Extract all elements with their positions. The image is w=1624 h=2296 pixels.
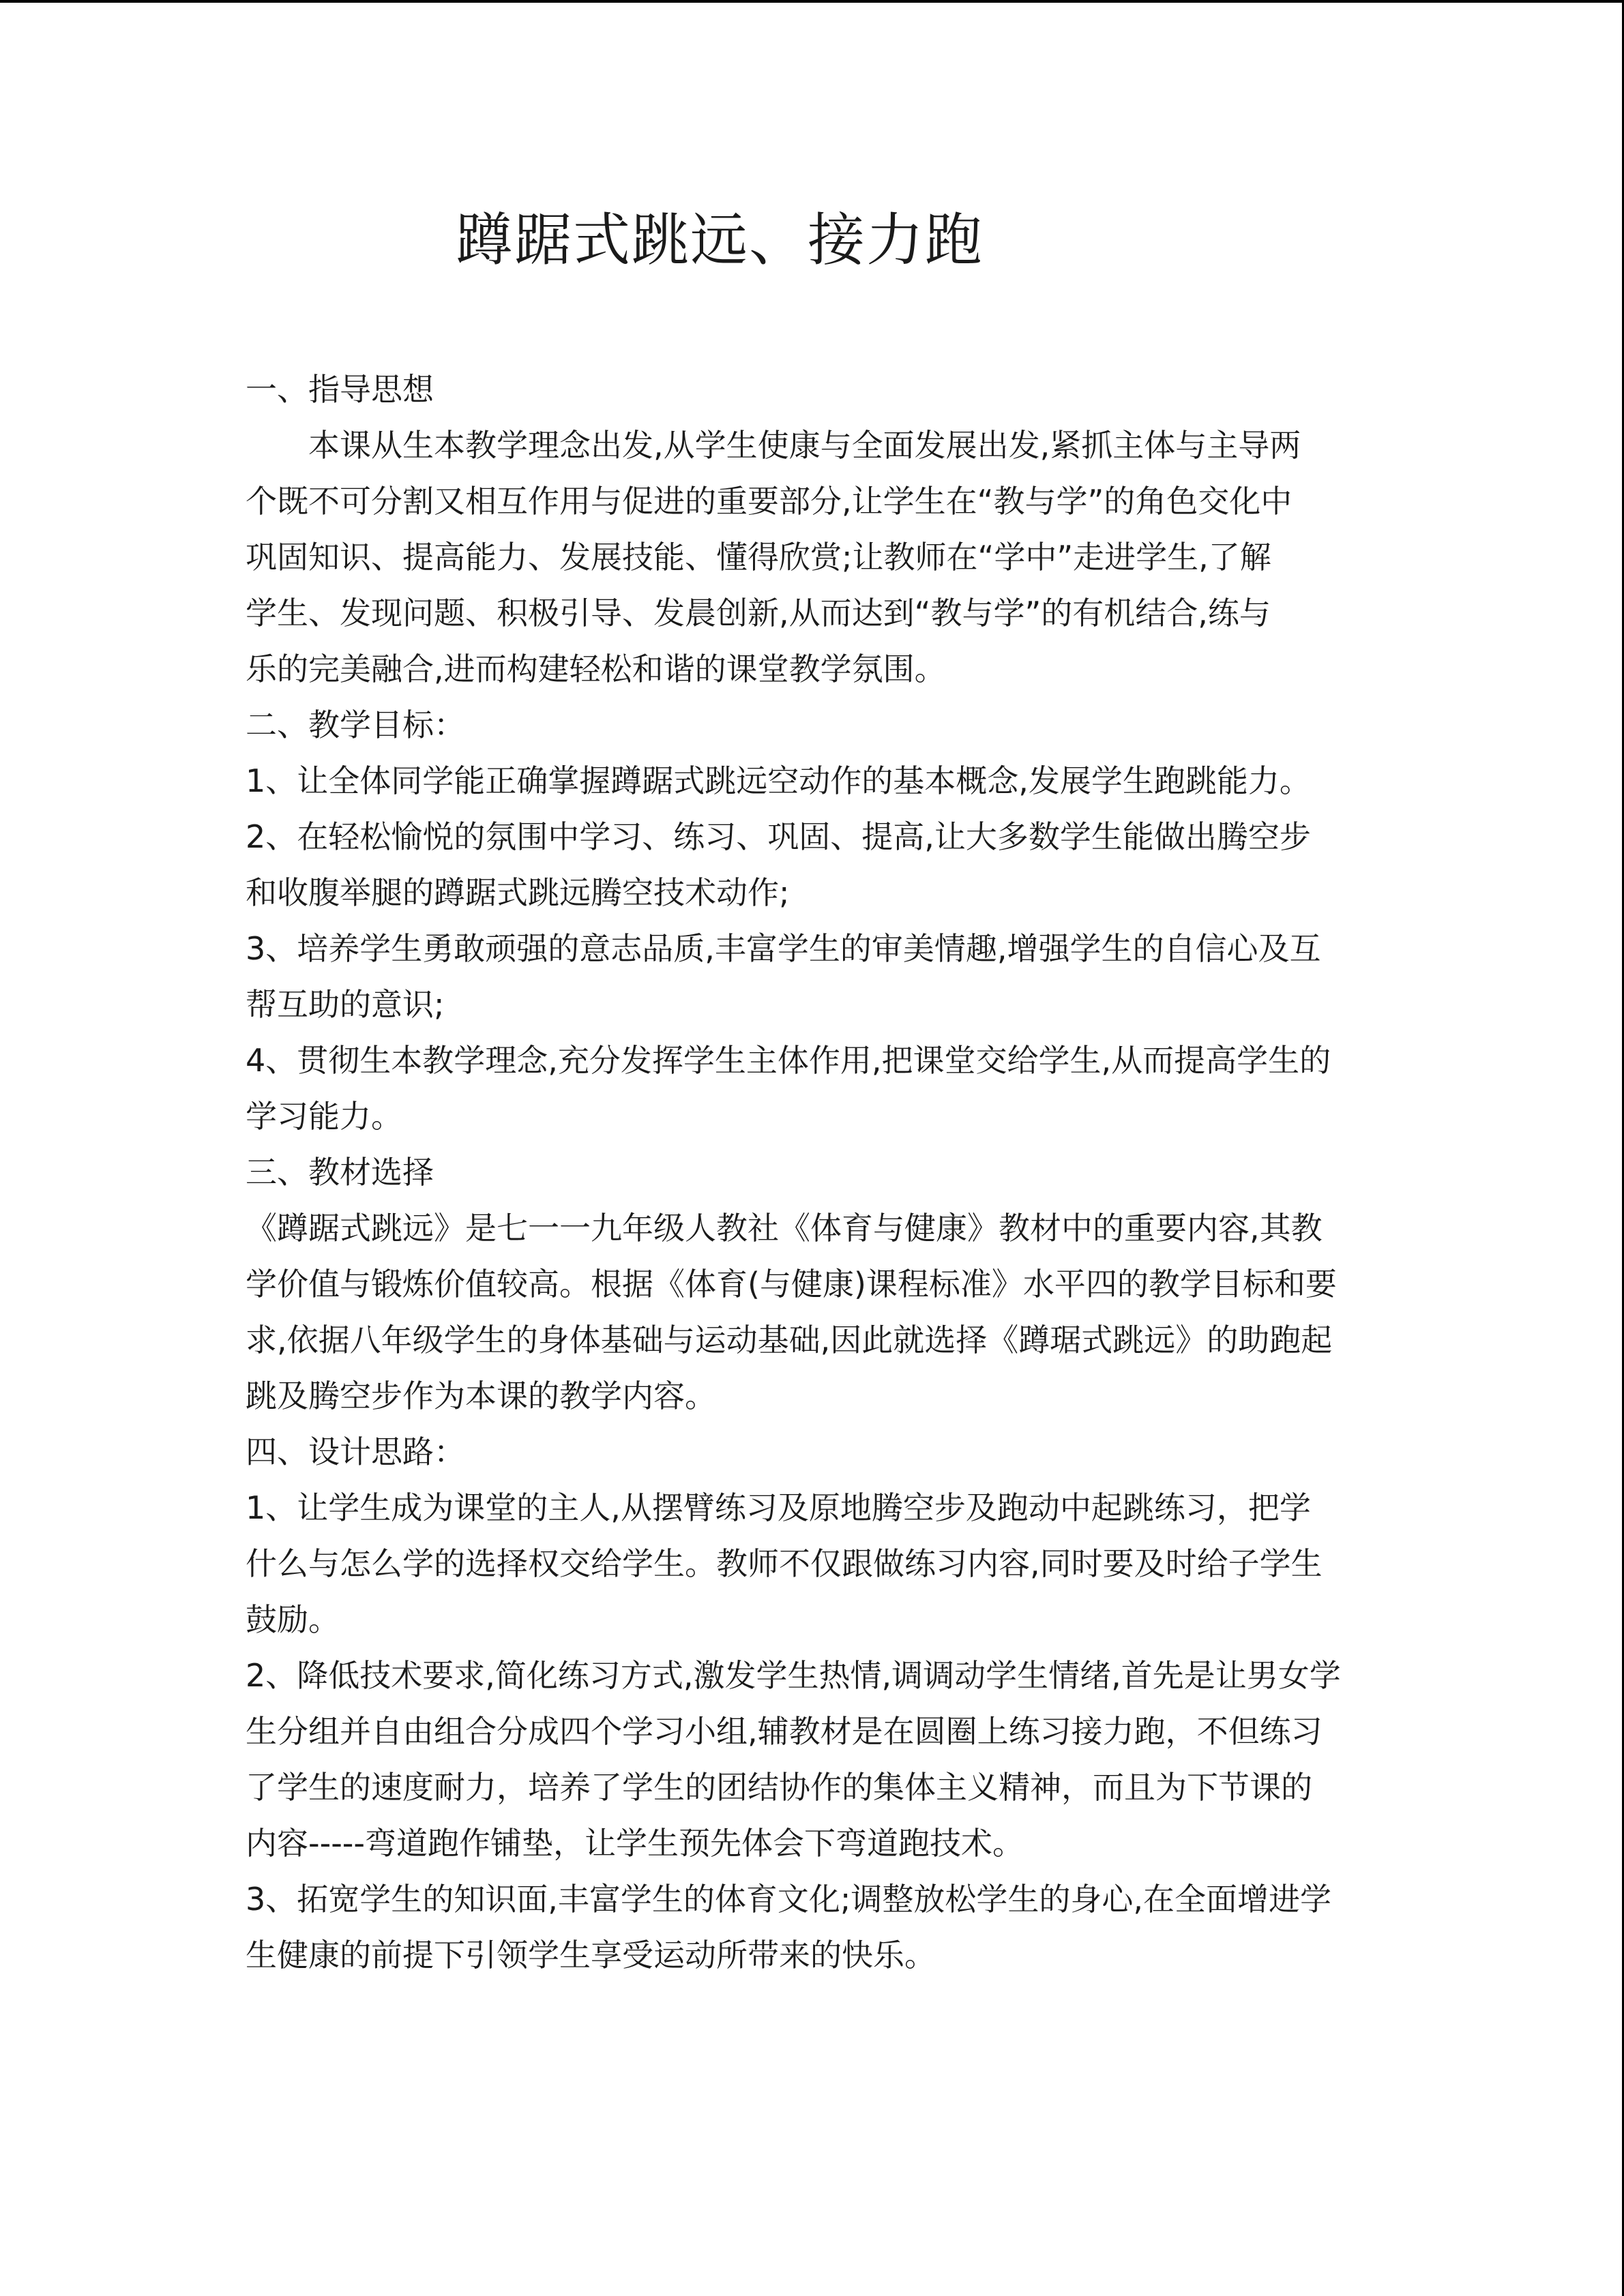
body-line: 什么与怎么学的选择权交给学生。教师不仅跟做练习内容,同时要及时给子学生 xyxy=(246,1545,1323,1582)
body-line: 个既不可分割又相互作用与促进的重要部分,让学生在“教与学”的角色交化中 xyxy=(246,483,1293,520)
body-line: 二、教学目标： xyxy=(246,706,465,743)
body-line: 3、培养学生勇敢顽强的意志品质,丰富学生的审美情趣,增强学生的自信心及互 xyxy=(246,930,1321,967)
body-line: 生健康的前提下引领学生享受运动所带来的快乐。 xyxy=(246,1937,936,1973)
body-line: 学生、发现问题、积极引导、发晨创新,从而达到“教与学”的有机结合,练与 xyxy=(246,595,1271,631)
body-line: 巩固知识、提高能力、发展技能、懂得欣赏;让教师在“学中”走进学生,了解 xyxy=(246,539,1271,576)
body-line: 2、在轻松愉悦的氛围中学习、练习、巩固、提高,让大多数学生能做出腾空步 xyxy=(246,818,1311,855)
body-line: 和收腹举腿的蹲踞式跳远腾空技术动作; xyxy=(246,874,790,911)
document-body xyxy=(246,361,1378,1983)
body-line: 生分组并自由组合分成四个学习小组,辅教材是在圆圈上练习接力跑，不但练习 xyxy=(246,1713,1323,1750)
page-top-border xyxy=(0,0,1624,3)
body-line: 求,依据八年级学生的身体基础与运动基础,因此就选择《蹲琚式跳远》的助跑起 xyxy=(246,1322,1333,1358)
body-line: 学价值与锻炼价值较高。根据《体育(与健康)课程标准》水平四的教学目标和要 xyxy=(246,1266,1337,1302)
body-line: 4、贯彻生本教学理念,充分发挥学生主体作用,把课堂交给学生,从而提高学生的 xyxy=(246,1042,1331,1079)
body-line: 3、拓宽学生的知识面,丰富学生的体育文化;调整放松学生的身心,在全面增进学 xyxy=(246,1881,1332,1918)
body-line: 帮互助的意识; xyxy=(246,986,445,1023)
body-line: 四、设计思路： xyxy=(246,1433,465,1470)
body-line: 乐的完美融合,进而构建轻松和谐的课堂教学氛围。 xyxy=(246,651,946,687)
body-line: 跳及腾空步作为本课的教学内容。 xyxy=(246,1377,716,1414)
body-line: 内容-----弯道跑作铺垫，让学生预先体会下弯道跑技术。 xyxy=(246,1825,1024,1862)
body-line: 鼓励。 xyxy=(246,1601,340,1638)
body-line: 本课从生本教学理念出发,从学生使康与全面发展出发,紧抓主体与主导两 xyxy=(308,427,1301,464)
body-line: 《蹲踞式跳远》是七一一九年级人教社《体育与健康》教材中的重要内容,其教 xyxy=(246,1210,1323,1247)
body-line: 了学生的速度耐力，培养了学生的团结协作的集体主义精神，而且为下节课的 xyxy=(246,1769,1312,1806)
body-line: 1、让学生成为课堂的主人,从摆臂练习及原地腾空步及跑动中起跳练习，把学 xyxy=(246,1489,1311,1526)
body-line: 三、教材选择 xyxy=(246,1154,434,1191)
document-title: 蹲踞式跳远、接力跑 xyxy=(456,207,984,273)
body-line: 1、让全体同学能正确掌握蹲踞式跳远空动作的基本概念,发展学生跑跳能力。 xyxy=(246,762,1311,799)
body-line: 学习能力。 xyxy=(246,1098,402,1135)
body-line: 一、指导思想 xyxy=(246,371,434,408)
body-line: 2、降低技术要求,简化练习方式,激发学生热情,调调动学生情绪,首先是让男女学 xyxy=(246,1657,1341,1694)
